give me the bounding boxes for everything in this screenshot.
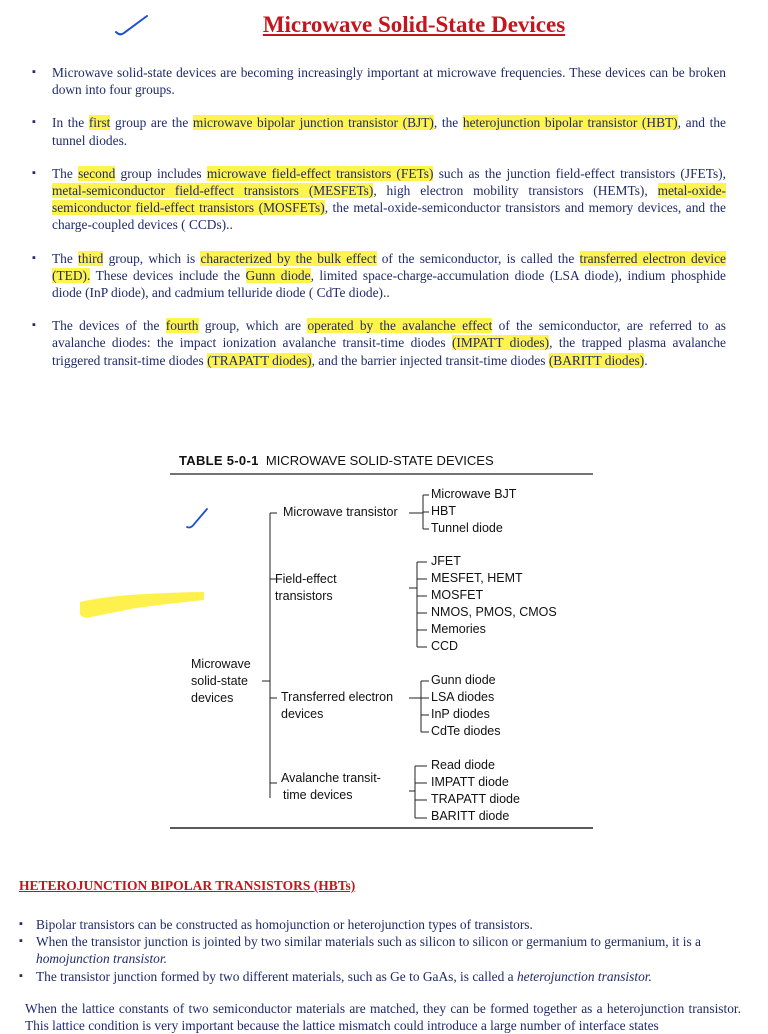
group-label-fet-1: Field-effect — [275, 572, 337, 586]
text-run: group includes — [115, 165, 207, 181]
text-run: When the transistor junction is jointed by two similar materials such as silicon to silicon or germanium to germanium, it is a — [36, 934, 701, 950]
device-item: CdTe diodes — [431, 724, 501, 738]
device-item: CCD — [431, 639, 459, 653]
text-run: group, which are — [198, 318, 308, 334]
highlighted-text: (IMPATT diodes) — [451, 335, 550, 351]
list-item — [32, 64, 726, 98]
table-caption-number: TABLE 5-0-1 — [179, 453, 259, 468]
text-run: of the semiconductor, are referred to as avalanche diodes: the impact ionization avalanche transit-time diodes — [52, 318, 726, 351]
device-item: Memories — [431, 622, 486, 636]
root-label-3: devices — [191, 691, 234, 705]
device-classification-table — [165, 443, 605, 835]
highlighted-text: Gunn diode — [245, 267, 311, 283]
highlighted-text: microwave field-effect transistors (FETs) — [206, 165, 434, 181]
device-item: Tunnel diode — [431, 521, 503, 535]
group-label-avalanche-2: time devices — [283, 788, 353, 802]
list-item — [32, 317, 726, 369]
highlighter-scribble — [76, 586, 208, 622]
device-item: TRAPATT diode — [431, 792, 520, 806]
highlighted-text: heterojunction bipolar transistor (HBT) — [462, 115, 678, 131]
text-run: of the semiconductor, is called the — [376, 250, 580, 266]
list-item — [32, 165, 726, 234]
text-run: , the — [433, 115, 463, 131]
group-label-avalanche-1: Avalanche transit- — [281, 771, 381, 785]
list-item — [19, 933, 735, 967]
group-label-ted-1: Transferred electron — [281, 690, 394, 704]
text-run: , the metal-oxide-semiconductor transistors and memory devices, and the charge-coupled devices ( CCDs).. — [52, 200, 726, 233]
text-run: Bipolar transistors can be constructed as homojunction or heterojunction types of transistors. — [36, 917, 533, 932]
text-run: The — [52, 250, 79, 266]
text-run: In the — [52, 115, 89, 131]
text-run: The devices of the — [52, 318, 166, 334]
device-item: Gunn diode — [431, 673, 496, 687]
text-run: group, which is — [103, 250, 201, 266]
text-run: The — [52, 165, 79, 181]
highlighted-text: metal-oxide-semiconductor field-effect transistors (MOSFETs) — [52, 183, 726, 216]
device-item: Microwave BJT — [431, 487, 517, 501]
highlighted-text: metal-semiconductor field-effect transistors (MESFETs) — [52, 183, 374, 199]
hbt-paragraph: When the lattice constants of two semiconductor materials are matched, they can be formed together as a heterojunction transistor. This lattice condition is very important because the lattice mismatch could introduce a large number of interface states — [25, 1001, 741, 1034]
text-run: . — [644, 352, 648, 368]
text-run: The transistor junction formed by two different materials, such as Ge to GaAs, is called a — [36, 968, 517, 984]
device-item: MOSFET — [431, 588, 484, 602]
check-mark-icon — [114, 14, 150, 38]
device-item: InP diodes — [431, 707, 490, 721]
table-tree-lines — [165, 443, 605, 835]
highlighted-text: transferred electron device (TED). — [52, 250, 726, 283]
highlighted-text: (TRAPATT diodes) — [207, 352, 312, 368]
device-item: HBT — [431, 504, 456, 518]
device-item: JFET — [431, 554, 461, 568]
text-run: , and the tunnel diodes. — [52, 115, 726, 148]
text-run: , high electron mobility transistors (HEMTs), — [373, 183, 658, 199]
device-item: BARITT diode — [431, 809, 510, 823]
highlighted-text: (BARITT diodes) — [548, 352, 645, 368]
group-label-fet-2: transistors — [275, 589, 333, 603]
highlighted-text: microwave bipolar junction transistor (BJT) — [192, 115, 434, 131]
device-item: MESFET, HEMT — [431, 571, 523, 585]
device-item: NMOS, PMOS, CMOS — [431, 605, 557, 619]
hbt-bullet-list — [19, 916, 735, 985]
list-item — [19, 916, 735, 933]
group-label-transistor: Microwave transistor — [283, 505, 398, 519]
text-run: These devices include the — [90, 267, 246, 283]
table-caption-text: MICROWAVE SOLID-STATE DEVICES — [265, 453, 494, 468]
highlighted-text: operated by the avalanche effect — [307, 318, 493, 334]
device-item: IMPATT diode — [431, 775, 509, 789]
text-run: such as the junction field-effect transistors (JFETs), — [433, 165, 726, 181]
text-run: Microwave solid-state devices are becoming increasingly important at microwave frequencies. These devices can be broken down into four groups. — [52, 65, 726, 98]
group-label-ted-2: devices — [281, 707, 324, 721]
page-title: Microwave Solid-State Devices — [262, 12, 566, 37]
list-item — [32, 114, 726, 148]
highlighted-text: characterized by the bulk effect — [200, 250, 377, 266]
text-run: , the trapped plasma avalanche triggered transit-time diodes — [52, 335, 727, 368]
list-item — [32, 250, 726, 302]
italic-term: homojunction transistor. — [36, 951, 167, 967]
root-label-1: Microwave — [191, 657, 251, 671]
device-item: Read diode — [431, 758, 495, 772]
highlighted-text: second — [78, 165, 116, 181]
intro-bullet-list — [32, 64, 726, 385]
root-label-2: solid-state — [191, 674, 248, 688]
text-run: , limited space-charge-accumulation diode (LSA diode), indium phosphide diode (InP diode), and cadmium telluride diode ( CdTe diode).. — [52, 267, 726, 301]
text-run: group are the — [110, 115, 193, 131]
hbt-section-heading: HETEROJUNCTION BIPOLAR TRANSISTORS (HBTs) — [19, 878, 356, 893]
highlighted-text: third — [78, 250, 104, 266]
highlighted-text: fourth — [165, 318, 199, 334]
text-run: , and the barrier injected transit-time diodes — [311, 352, 549, 368]
italic-term: heterojunction transistor. — [516, 968, 652, 984]
list-item — [19, 968, 735, 985]
device-item: LSA diodes — [431, 690, 495, 704]
highlighted-text: first — [88, 115, 111, 131]
